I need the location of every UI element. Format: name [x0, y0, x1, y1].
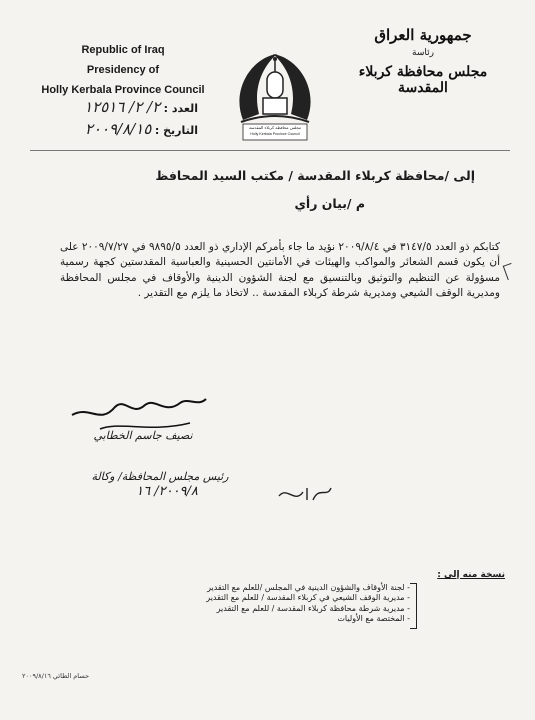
english-line-3: Holly Kerbala Province Council	[41, 84, 205, 96]
date-value: ٢٠٠٩/٨/١٥	[84, 120, 152, 138]
arabic-line-2: رئاسة	[412, 48, 434, 58]
subject-line: م /بيان رأي	[294, 196, 365, 211]
margin-mark	[503, 263, 517, 280]
number-label: العدد :	[163, 102, 198, 115]
english-line-2: Presidency of	[86, 64, 160, 76]
typist-footer: حسام الطائي ٢٠٠٩/٨/١٦	[22, 672, 90, 680]
copies-bracket	[410, 583, 417, 629]
copy-item: - مديرية الوقف الشيعي في كربلاء المقدسة / للعلم مع التقدير	[206, 593, 410, 603]
copy-item: - مديرية شرطة محافظة كربلاء المقدسة / للعلم مع التقدير	[216, 603, 410, 613]
copy-item: - المختصة مع الأوليات	[337, 614, 410, 624]
copy-item: - لجنة الأوقاف والشؤون الدينية في المجلس /للعلم مع التقدير	[207, 583, 410, 592]
number-value: ٢/ ٢/ ١٢٥١٦	[84, 98, 161, 116]
reference-number	[38, 98, 198, 116]
signature-date: ٢٠٠٩/٨/ ١٦	[136, 484, 198, 499]
recipient-line: إلى /محافظة كربلاء المقدسة / مكتب السيد المحافظ	[155, 168, 475, 183]
date-label: التاريخ :	[154, 124, 198, 137]
arabic-letterhead	[333, 26, 513, 96]
copies-list	[206, 583, 410, 625]
signatory-name: نصيف جاسم الخطابي	[93, 429, 193, 442]
reference-date	[38, 120, 198, 138]
emblem-caption-en: Holly Kerbala Province Council	[250, 132, 300, 136]
emblem-caption-ar: مجلس محافظة كربلاء المقدسة	[249, 125, 301, 130]
copies-heading: نسخة منه إلى :	[437, 570, 505, 580]
arabic-line-3: مجلس محافظة كربلاء المقدسة	[358, 64, 488, 96]
english-line-1: Republic of Iraq	[81, 44, 165, 56]
letter-body: كتابكم ذو العدد ٣١٤٧/٥ في ٢٠٠٩/٨/٤ نؤيد ما جاء بأمركم الإداري ذو العدد ٩٨٩٥/٥ في ٢٠٠٩/٧/٢٧ على أن يكون قسم الشعائر والمواكب والهيئات في الأمانتين الحسينية والعباسية المقدستين كجهة رسمية مسؤولة عن التنظيم والتوثيق وبالتنسيق مع لجنة الشؤون الدينية والأوقاف في مجلس المحافظة ومديرية الوقف الشيعي ومديرية شرطة كربلاء المقدسة .. لاتخاذ ما يلزم مع التقدير .	[60, 241, 500, 299]
english-letterhead	[38, 40, 208, 100]
initial-mark-icon	[275, 478, 335, 508]
arabic-line-1: جمهورية العراق	[374, 26, 472, 44]
header-divider	[30, 150, 510, 151]
signatory-title: رئيس مجلس المحافظة/ وكالة	[91, 470, 229, 483]
